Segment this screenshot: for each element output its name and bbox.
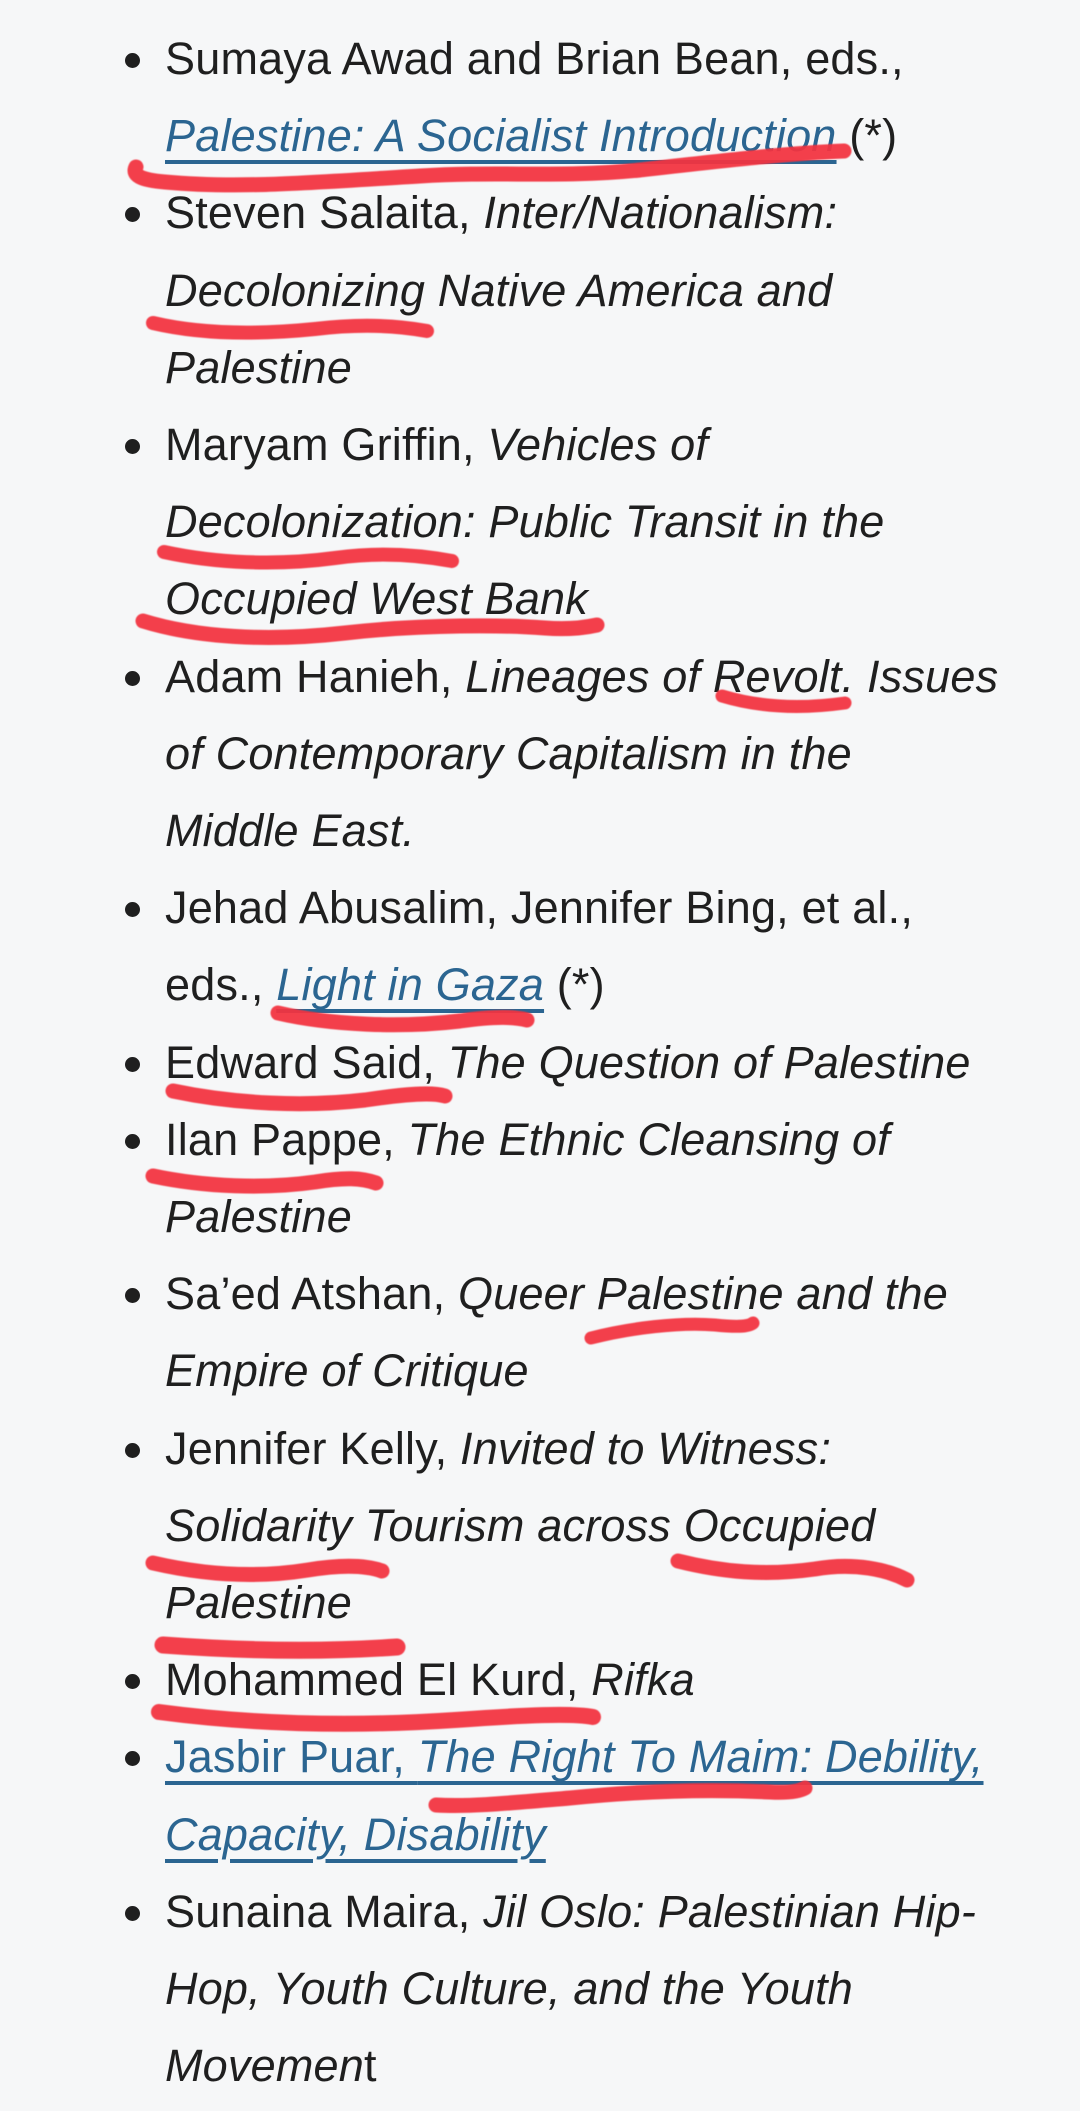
text-line (165, 1024, 1080, 1101)
text-segment: Occupied West Bank (165, 573, 588, 625)
text-line (165, 560, 1080, 637)
book-link[interactable]: Palestine: A Socialist Introduction (165, 110, 837, 162)
text-line (165, 1564, 1080, 1641)
text-segment: Jil Oslo: Palestinian Hip- (483, 1885, 977, 1937)
text-segment: Palestine (165, 341, 352, 393)
text-line (165, 869, 1080, 946)
text-line (165, 946, 1080, 1023)
book-link[interactable]: Capacity, Disability (165, 1808, 546, 1860)
book-list-item (165, 869, 1080, 1023)
text-line (165, 252, 1080, 329)
text-segment: t (363, 2040, 377, 2092)
book-list-item (165, 1024, 1080, 1101)
text-segment: Lineages of Revolt. Issues (465, 650, 999, 702)
text-segment: Solidarity Tourism across Occupied (165, 1499, 876, 1551)
text-segment: Mohammed El Kurd, (165, 1654, 592, 1706)
text-segment: Invited to Witness: (460, 1422, 832, 1474)
book-list-item (165, 1255, 1080, 1409)
text-segment: Vehicles of (487, 419, 709, 471)
text-segment: eds., (165, 959, 277, 1011)
text-segment: Ilan Pappe, (165, 1113, 408, 1165)
text-segment: of Contemporary Capitalism in the (165, 727, 852, 779)
book-list-item (165, 638, 1080, 870)
text-line (165, 1487, 1080, 1564)
book-link[interactable]: Jasbir Puar, (165, 1731, 418, 1783)
text-line (165, 97, 1080, 174)
text-segment: Jehad Abusalim, Jennifer Bing, et al., (165, 882, 914, 934)
text-segment: Jennifer Kelly, (165, 1422, 460, 1474)
book-list-item (165, 1641, 1080, 1718)
text-line (165, 174, 1080, 251)
text-segment: Edward Said, (165, 1036, 448, 1088)
text-segment: Palestine (165, 1577, 352, 1629)
text-segment: Adam Hanieh, (165, 650, 466, 702)
text-segment: Sumaya Awad and Brian Bean, eds., (165, 33, 904, 84)
book-list-item (165, 20, 1080, 174)
text-line (165, 1873, 1080, 1950)
text-line (165, 1796, 1080, 1873)
text-segment: (*) (836, 110, 898, 162)
text-line (165, 1410, 1080, 1487)
text-segment: Rifka (591, 1654, 695, 1706)
book-link[interactable]: Light in Gaza (276, 959, 545, 1011)
text-segment: Maryam Griffin, (165, 419, 488, 471)
book-list-item (165, 406, 1080, 638)
text-line (165, 792, 1080, 869)
text-line (165, 483, 1080, 560)
text-segment: (*) (544, 959, 605, 1011)
text-line (165, 329, 1080, 406)
text-segment: Empire of Critique (165, 1345, 529, 1397)
text-segment: Hop, Youth Culture, and the Youth (165, 1963, 853, 2015)
text-segment: Inter/Nationalism: (483, 187, 838, 239)
text-line (165, 1101, 1080, 1178)
text-segment: Decolonizing Native America and (165, 264, 833, 316)
text-line (165, 406, 1080, 483)
text-line (165, 1332, 1080, 1409)
book-list-item (165, 1873, 1080, 2105)
text-line (165, 715, 1080, 792)
text-line (165, 2027, 1080, 2104)
book-list-item (165, 1718, 1080, 1872)
text-segment: Sa’ed Atshan, (165, 1268, 459, 1320)
book-list-item (165, 174, 1080, 406)
text-segment: The Question of Palestine (447, 1036, 971, 1088)
text-segment: Movemen (165, 2040, 364, 2092)
text-segment: Middle East. (165, 805, 416, 857)
text-segment: Decolonization: Public Transit in the (165, 496, 885, 548)
text-segment: Palestine (165, 1191, 352, 1243)
text-line (165, 1950, 1080, 2027)
text-line (165, 1178, 1080, 1255)
book-list-item (165, 1101, 1080, 1255)
text-line (165, 1718, 1080, 1795)
text-segment: Sunaina Maira, (165, 1885, 484, 1937)
book-link[interactable]: The Right To Maim: Debility, (417, 1731, 984, 1783)
book-list-item (165, 1410, 1080, 1642)
text-line (165, 1641, 1080, 1718)
text-segment: The Ethnic Cleansing of (407, 1113, 890, 1165)
text-line (165, 638, 1080, 715)
text-segment: Queer Palestine and the (458, 1268, 948, 1320)
text-line (165, 1255, 1080, 1332)
text-segment: Steven Salaita, (165, 187, 484, 239)
text-line (165, 20, 1080, 97)
